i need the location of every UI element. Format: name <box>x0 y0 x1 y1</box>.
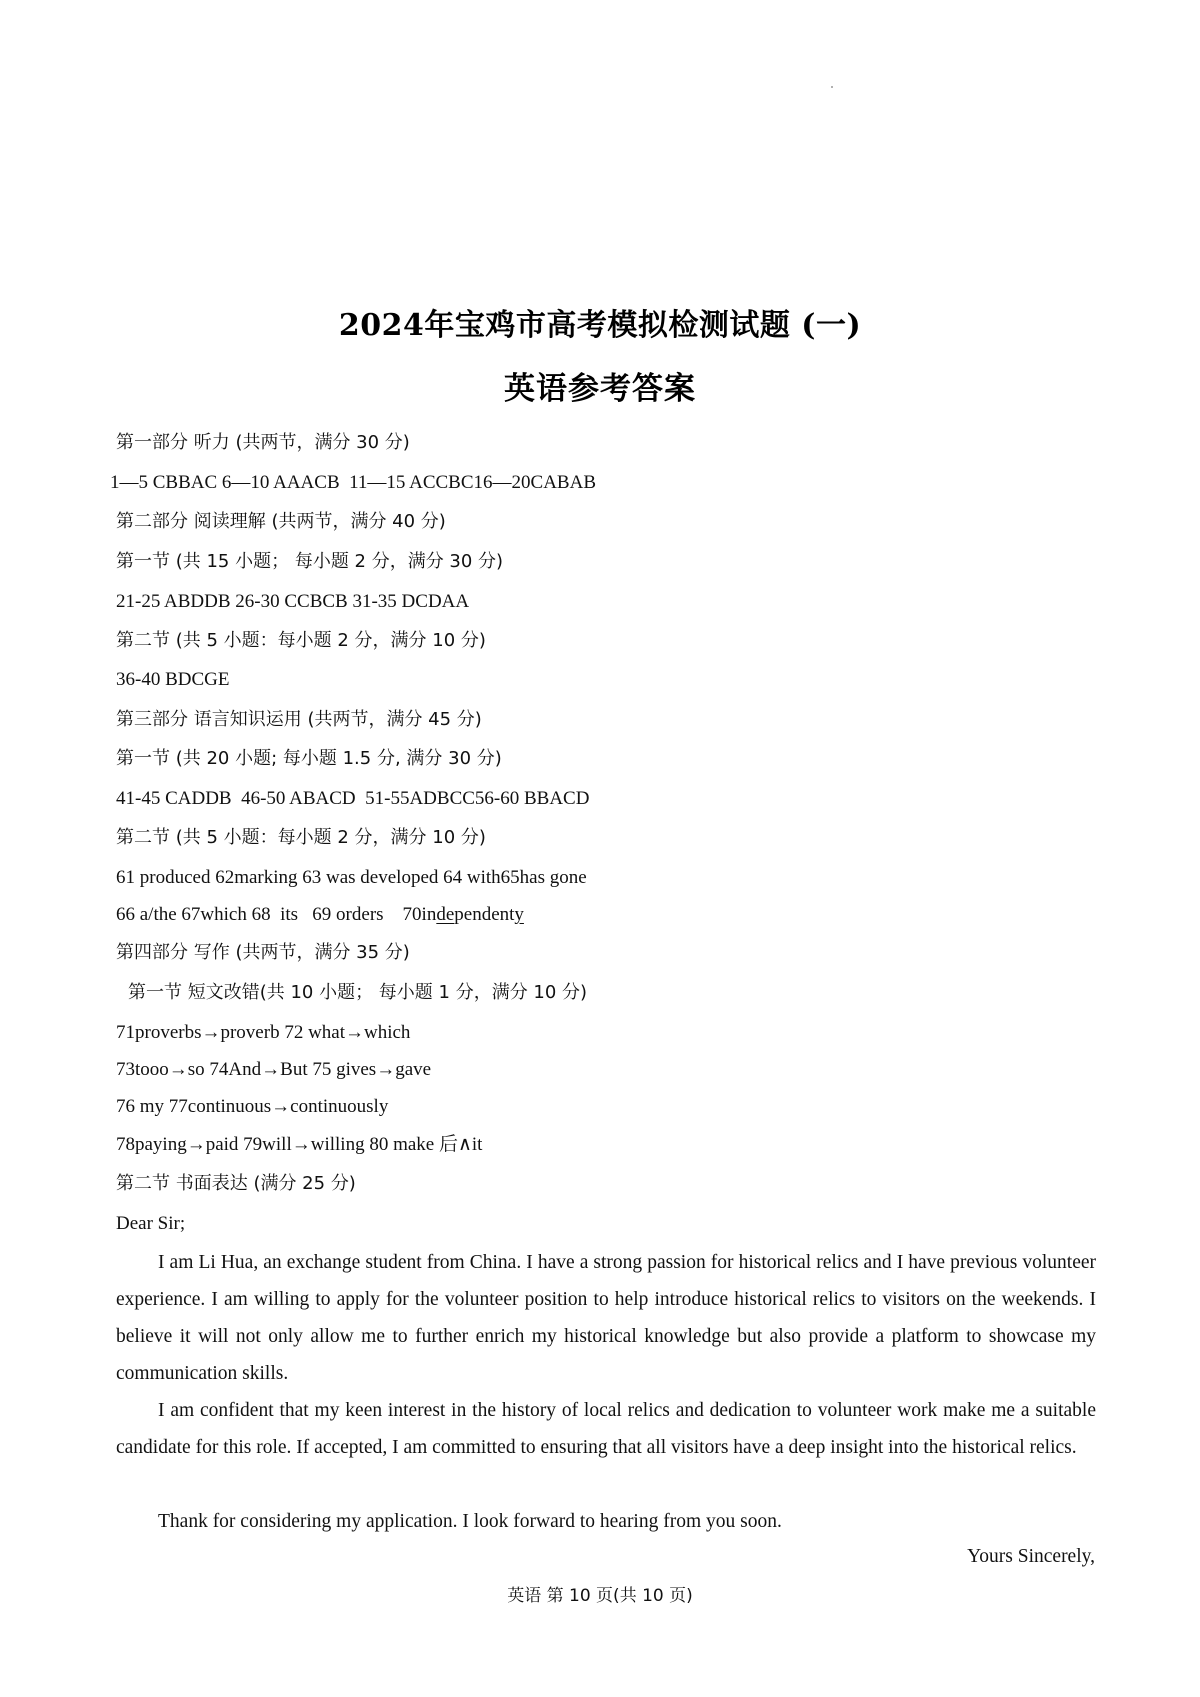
part3-heading: 第三部分 语言知识运用 (共两节，满分 45 分) <box>116 709 482 730</box>
word-middle-segment: pendent <box>454 904 515 925</box>
part3-section2-keys-line1: 61 produced 62marking 63 was developed 64 with65has gone <box>116 867 587 888</box>
part3-section2-heading: 第二节 (共 5 小题：每小题 2 分，满分 10 分) <box>116 827 486 848</box>
correction-line: 76 my 77continuous→continuously <box>116 1096 389 1117</box>
scan-speck <box>831 86 833 88</box>
part4-section2-heading: 第二节 书面表达 (满分 25 分) <box>116 1173 356 1194</box>
part4-section1-heading: 第一节 短文改错(共 10 小题； 每小题 1 分，满分 10 分) <box>128 982 588 1003</box>
part1-heading: 第一部分 听力 (共两节，满分 30 分) <box>116 432 410 453</box>
underlined-segment: de <box>436 904 455 925</box>
part1-keys: 1—5 CBBAC 6—10 AAACB 11—15 ACCBC16—20CABAB <box>110 472 596 493</box>
part2-section1-keys: 21-25 ABDDB 26-30 CCBCB 31-35 DCDAA <box>116 591 470 612</box>
letter-salutation: Dear Sir; <box>116 1213 186 1234</box>
correction-line: 73tooo→so 74And→But 75 gives→gave <box>116 1059 432 1080</box>
underlined-segment: y <box>514 904 524 925</box>
part4-heading: 第四部分 写作 (共两节，满分 35 分) <box>116 942 410 963</box>
part2-section2-keys: 36-40 BDCGE <box>116 669 230 690</box>
part3-section2-keys-line2 <box>116 903 524 927</box>
document-title: 2024年宝鸡市高考模拟检测试题 (一) <box>338 308 862 343</box>
page-footer: 英语 第 10 页(共 10 页) <box>507 1586 693 1606</box>
part2-section1-heading: 第一节 (共 15 小题； 每小题 2 分，满分 30 分) <box>116 551 504 572</box>
part3-section1-heading: 第一节 (共 20 小题; 每小题 1.5 分, 满分 30 分) <box>116 748 502 769</box>
correction-line: 71proverbs→proverb 72 what→which <box>116 1022 411 1043</box>
part3-section1-keys: 41-45 CADDB 46-50 ABACD 51-55ADBCC56-60 BBACD <box>116 788 590 809</box>
letter-paragraph: I am confident that my keen interest in the history of local relics and dedication to volunteer work make me a suitable candidate for this role. If accepted, I am committed to ensuring that all visitors have a deep insight into the historical relics. <box>116 1400 1096 1458</box>
keys-line2-prefix: 66 a/the 67which 68 its 69 orders 70in <box>116 904 437 925</box>
part2-section2-heading: 第二节 (共 5 小题：每小题 2 分，满分 10 分) <box>116 630 486 651</box>
document-subtitle: 英语参考答案 <box>504 371 696 407</box>
correction-line: 78paying→paid 79will→willing 80 make 后∧it <box>116 1134 483 1155</box>
letter-paragraph: Thank for considering my application. I look forward to hearing from you soon. <box>158 1511 782 1532</box>
letter-paragraph: I am Li Hua, an exchange student from China. I have a strong passion for historical relics and I have previous volunteer experience. I am willing to apply for the volunteer position to help introduce historical relics to visitors on the weekends. I believe it will not only allow me to further enrich my historical knowledge but also provide a platform to showcase my communication skills. <box>116 1252 1096 1384</box>
part2-heading: 第二部分 阅读理解 (共两节，满分 40 分) <box>116 511 446 532</box>
letter-closing: Yours Sincerely, <box>967 1546 1095 1567</box>
